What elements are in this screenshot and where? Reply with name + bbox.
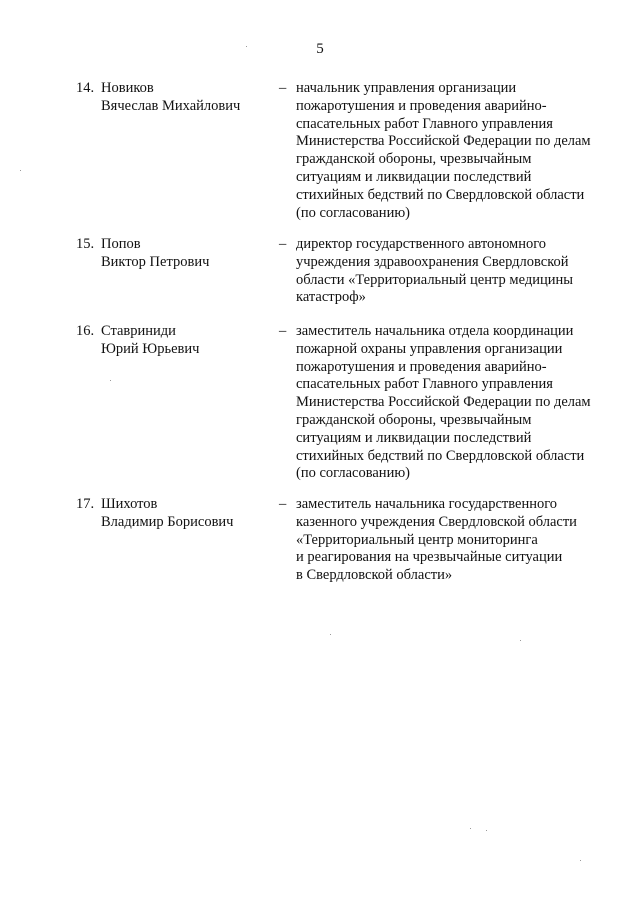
position-line: (по согласованию)	[296, 204, 410, 221]
dash: –	[279, 323, 287, 339]
given-names: Виктор Петрович	[101, 253, 210, 270]
position-line: заместитель начальника государственного	[296, 496, 558, 512]
scan-speck	[246, 46, 247, 47]
surname: Ставриниди	[101, 323, 176, 339]
page-number: 5	[316, 41, 324, 57]
position-line: казенного учреждения Свердловской области	[296, 513, 577, 530]
entry-number: 15.	[76, 236, 95, 252]
surname: Новиков	[101, 80, 154, 96]
position-line: катастроф»	[296, 289, 366, 306]
position-line: стихийных бедствий по Свердловской области	[296, 447, 585, 464]
position-line: в Свердловской области»	[296, 567, 453, 584]
position-line: Министерства Российской Федерации по делам	[296, 394, 591, 411]
scan-speck	[486, 830, 487, 831]
position-line: и реагирования на чрезвычайные ситуации	[296, 549, 563, 566]
position-description	[296, 80, 614, 222]
scan-speck	[20, 170, 21, 171]
position-line: стихийных бедствий по Свердловской области	[296, 186, 585, 203]
position-line: директор государственного автономного	[296, 236, 547, 252]
person-name	[101, 496, 276, 532]
given-names: Юрий Юрьевич	[101, 340, 200, 357]
position-line: ситуациям и ликвидации последствий	[296, 429, 532, 446]
position-description	[296, 236, 614, 307]
position-line: начальник управления организации	[296, 80, 517, 96]
position-description	[296, 323, 614, 483]
position-line: гражданской обороны, чрезвычайным	[296, 411, 532, 428]
position-line: пожаротушения и проведения аварийно-	[296, 97, 547, 114]
person-name	[101, 236, 276, 272]
surname: Попов	[101, 236, 141, 252]
position-line: ситуациям и ликвидации последствий	[296, 168, 532, 185]
scan-speck	[470, 828, 471, 829]
position-line: (по согласованию)	[296, 465, 410, 482]
position-description	[296, 496, 614, 585]
scan-speck	[330, 634, 331, 635]
position-line: области «Территориальный центр медицины	[296, 271, 573, 288]
dash: –	[279, 236, 287, 252]
position-line: «Территориальный центр мониторинга	[296, 531, 538, 548]
dash: –	[279, 80, 287, 96]
position-line: пожарной охраны управления организации	[296, 340, 563, 357]
entry-number: 17.	[76, 496, 95, 512]
dash: –	[279, 496, 287, 512]
position-line: заместитель начальника отдела координации	[296, 323, 574, 339]
position-line: пожаротушения и проведения аварийно-	[296, 358, 547, 375]
given-names: Вячеслав Михайлович	[101, 97, 241, 114]
given-names: Владимир Борисович	[101, 513, 234, 530]
scan-speck	[520, 640, 521, 641]
position-line: учреждения здравоохранения Свердловской	[296, 253, 569, 270]
entry-number: 14.	[76, 80, 95, 96]
scan-speck	[580, 860, 581, 861]
position-line: гражданской обороны, чрезвычайным	[296, 151, 532, 168]
person-name	[101, 323, 276, 359]
scan-speck	[110, 380, 111, 381]
position-line: Министерства Российской Федерации по делам	[296, 133, 591, 150]
entry-number: 16.	[76, 323, 95, 339]
surname: Шихотов	[101, 496, 158, 512]
position-line: спасательных работ Главного управления	[296, 115, 553, 132]
person-name	[101, 80, 276, 116]
position-line: спасательных работ Главного управления	[296, 376, 553, 393]
